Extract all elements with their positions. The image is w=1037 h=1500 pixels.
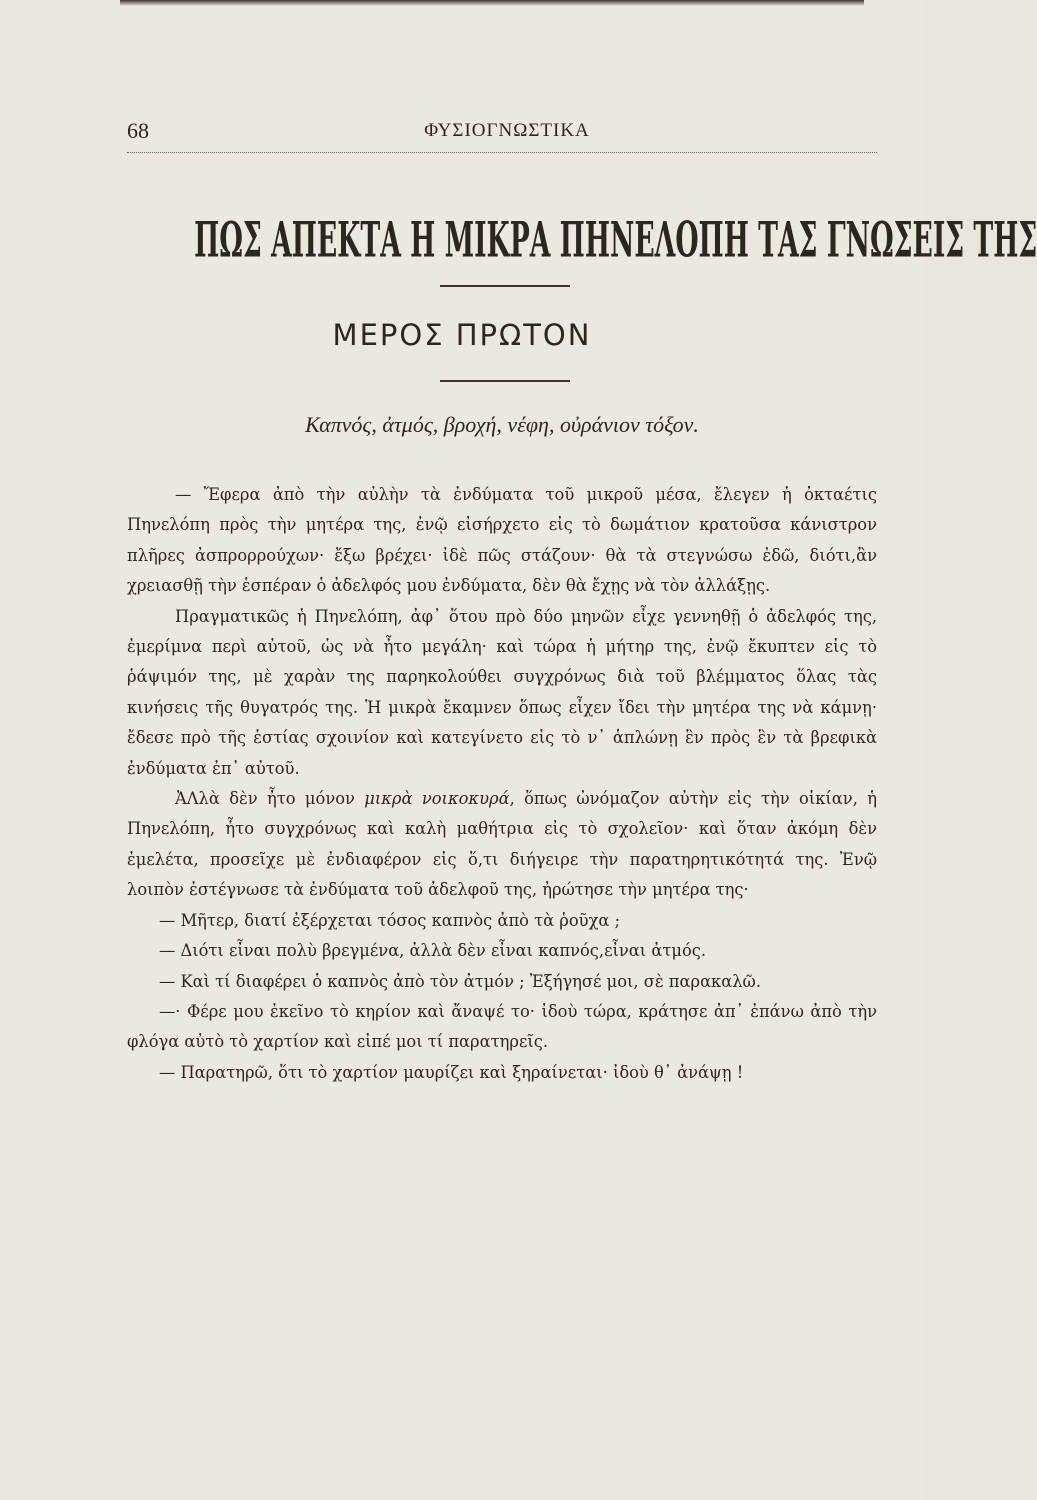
paragraph: — Ἔφερα ἀπὸ τὴν αὐλὴν τὰ ἐνδύματα τοῦ μικροῦ μέσα, ἔλεγεν ἡ ὀκταέτις Πηνελόπη πρὸς τὴν μητέρα της, ἐνῷ εἰσήρχετο εἰς τὸ δωμάτιον κρατοῦσα κάνιστρον πλῆρες ἀσπρορρούχων· ἔξω βρέχει· ἰδὲ πῶς στάζουν· θὰ τὰ στεγνώσω ἐδῶ, διότι,ἂν χρειασθῇ τὴν ἑσπέραν ὁ ἀδελφός μου ἐνδύματα, δὲν θὰ ἔχῃς νὰ τὸν ἀλλάξῃς. bbox=[127, 485, 877, 596]
dialogue-line: — Διότι εἶναι πολὺ βρεγμένα, ἀλλὰ δὲν εἶναι καπνός,εἶναι ἀτμός. bbox=[159, 941, 707, 961]
dialogue-line: —· Φέρε μου ἐκεῖνο τὸ κηρίον καὶ ἄναψέ το· ἰδοὺ τώρα, κράτησε ἀπ᾿ ἐπάνω ἀπὸ τὴν φλόγα αὐτὸ τὸ χαρτίον καὶ εἰπέ μοι τί παρατηρεῖς. bbox=[127, 1001, 877, 1052]
body-text bbox=[127, 480, 877, 1088]
page-top-edge bbox=[120, 0, 864, 6]
paragraph: ἈΛλὰ δὲν ἦτο μόνον μικρὰ νοικοκυρά, ὅπως ὠνόμαζον αὐτὴν εἰς τὴν οἰκίαν, ἡ Πηνελόπη, ἦτο συγχρόνως καὶ καλὴ μαθήτρια εἰς τὸ σχολεῖον· καὶ ὅταν ἀκόμη δὲν ἐμελέτα, προσεῖχε μὲ ἐνδιαφέρον εἰς ὅ,τι διήγειρε τὴν παρατηρητικότητά της. Ἐνῷ λοιπὸν ἐστέγνωσε τὰ ἐνδύματα τοῦ ἀδελφοῦ της, ἠρώτησε τὴν μητέρα της· bbox=[127, 789, 877, 900]
dialogue-line: — Μῆτερ, διατί ἐξέρχεται τόσος καπνὸς ἀπὸ τὰ ῥοῦχα ; bbox=[159, 910, 621, 930]
paragraph: Πραγματικῶς ἡ Πηνελόπη, ἀφ᾿ ὅτου πρὸ δύο μηνῶν εἶχε γεννηθῇ ὁ ἀδελφός της, ἐμερίμνα περὶ αὐτοῦ, ὡς νὰ ἦτο μεγάλη· καὶ τώρα ἡ μήτηρ της, ἐνῷ ἔκυπτεν εἰς τὸ ῥάψιμόν της, μὲ χαρὰν της παρηκολούθει συγχρόνως διὰ τοῦ βλέμματος ὅλας τὰς κινήσεις τῆς θυγατρός της. Ἡ μικρὰ ἔκαμνεν ὅπως εἶχεν ἴδει τὴν μητέρα της νὰ κάμνῃ· ἔδεσε πρὸ τῆς ἑστίας σχοινίον καὶ κατεγίνετο εἰς τὸ ν᾿ ἁπλώνῃ ἓν πρὸς ἓν τὰ βρεφικὰ ἐνδύματα ἐπ᾿ αὐτοῦ. bbox=[127, 606, 877, 778]
chapter-title: ΠΩΣ ΑΠΕΚΤΑ Η ΜΙΚΡΑ ΠΗΝΕΛΟΠΗ ΤΑΣ ΓΝΩΣΕΙΣ ΤΗΣ bbox=[194, 212, 1037, 269]
dialogue-line: — Καὶ τί διαφέρει ὁ καπνὸς ἀπὸ τὸν ἀτμόν ; Ἐξήγησέ μοι, σὲ παρακαλῶ. bbox=[159, 971, 762, 991]
running-title: ΦΥΣΙΟΓΝΩΣΤΙΚΑ bbox=[424, 120, 590, 141]
italic-phrase: μικρὰ νοικοκυρά bbox=[364, 789, 510, 809]
page-number: 68 bbox=[127, 118, 149, 143]
part-title: ΜΕΡΟΣ ΠΡΩΤΟΝ bbox=[332, 318, 592, 352]
running-head bbox=[127, 116, 877, 153]
title-rule-bottom bbox=[440, 380, 570, 382]
title-rule-top bbox=[440, 285, 570, 287]
chapter-subtitle: Καπνός, ἀτμός, βροχή, νέφη, οὐράνιον τόξον. bbox=[305, 412, 699, 437]
dialogue-line: — Παρατηρῶ, ὅτι τὸ χαρτίον μαυρίζει καὶ ξηραίνεται· ἰδοὺ θ᾿ ἀνάψῃ ! bbox=[159, 1062, 744, 1082]
